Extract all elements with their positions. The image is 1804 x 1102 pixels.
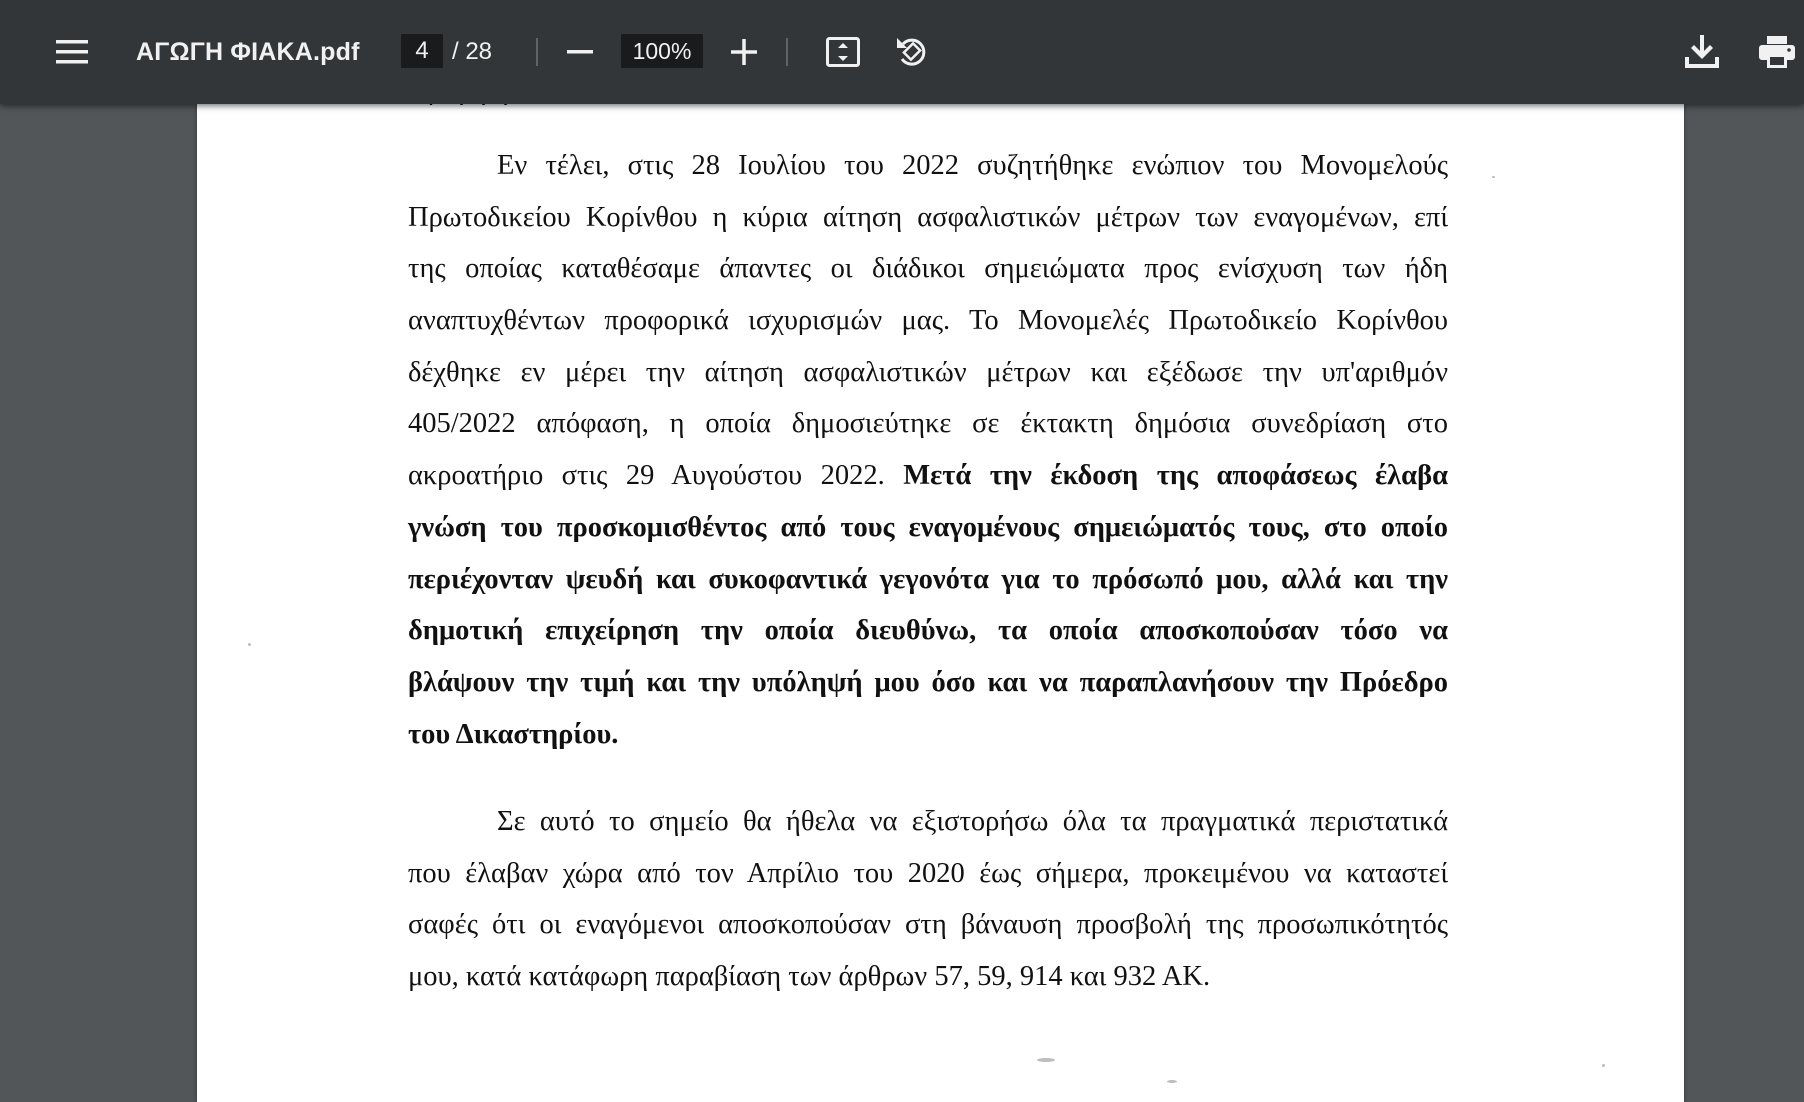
scan-speck <box>1492 176 1495 178</box>
text-line-bold: γνώση του προσκομισθέντος από τους εναγομένους σημειώματός τους, στο οποίο <box>408 511 1448 543</box>
fit-to-page-icon[interactable] <box>815 0 871 104</box>
scan-speck <box>1602 1064 1605 1067</box>
text-line: δέχθηκε εν μέρει την αίτηση ασφαλιστικών μέτρων και εξέδωσε την υπ'αριθμόν <box>408 356 1448 388</box>
text-line: που έλαβαν χώρα από τον Απρίλιο του 2020 έως σήμερα, προκειμένου να καταστεί <box>408 857 1448 889</box>
text-line-bold: δημοτική επιχείρηση την οποία διευθύνω, τα οποία αποσκοπούσαν τόσο να <box>408 615 1448 647</box>
pdf-toolbar <box>0 0 1804 104</box>
hamburger-menu-icon[interactable] <box>44 0 100 104</box>
page-total-label: / 28 <box>452 38 493 65</box>
text-line: 405/2022 απόφαση, η οποία δημοσιεύτηκε σε έκτακτη δημόσια συνεδρίαση στο <box>408 408 1448 440</box>
toolbar-divider <box>786 38 788 66</box>
scan-speck <box>248 643 251 646</box>
scan-speck <box>1037 1058 1055 1062</box>
scan-speck <box>1167 1080 1177 1083</box>
zoom-level-input[interactable]: 100% <box>621 34 703 68</box>
text-line: σαφές ότι οι εναγόμενοι αποσκοπούσαν στη βάναυση προσβολή της προσωπικότητός <box>408 909 1448 941</box>
text-line-mixed <box>408 450 1448 502</box>
toolbar-divider <box>536 38 538 66</box>
text-line-bold: περιέχονταν ψευδή και συκοφαντικά γεγονότα για το πρόσωπό μου, αλλά και την <box>408 563 1448 595</box>
text-normal: ακροατήριο στις 29 Αυγούστου 2022. <box>408 460 904 492</box>
text-line: μου, κατά κατάφωρη παραβίαση των άρθρων 57, 59, 914 και 932 ΑΚ. <box>408 961 1211 993</box>
pdf-page <box>197 90 1684 1102</box>
text-line: Πρωτοδικείου Κορίνθου η κύρια αίτηση ασφαλιστικών μέτρων των εναγομένων, επί <box>408 201 1448 233</box>
text-line: της οποίας καταθέσαμε άπαντες οι διάδικοι σημειώματα προς ενίσχυση των ήδη <box>408 253 1448 285</box>
text-line: αναπτυχθέντων προφορικά ισχυρισμών μας. Το Μονομελές Πρωτοδικείο Κορίνθου <box>408 305 1448 337</box>
text-bold: Μετά την έκδοση της αποφάσεως έλαβα <box>903 460 1448 492</box>
download-icon[interactable] <box>1674 0 1730 104</box>
text-line-bold: βλάψουν την τιμή και την υπόληψή μου όσο και να παραπλανήσουν την Πρόεδρο <box>408 666 1448 698</box>
paragraph-2 <box>408 796 1448 1003</box>
minus-icon[interactable] <box>552 0 608 104</box>
paragraph-1 <box>408 140 1448 760</box>
text-line: Εν τέλει, στις 28 Ιουλίου του 2022 συζητήθηκε ενώπιον του Μονομελούς <box>497 150 1448 181</box>
text-line: Σε αυτό το σημείο θα ήθελα να εξιστορήσω όλα τα πραγματικά περιστατικά <box>497 806 1448 837</box>
print-icon[interactable] <box>1749 0 1804 104</box>
plus-icon[interactable] <box>716 0 772 104</box>
text-line-bold: του Δικαστηρίου. <box>408 718 619 750</box>
page-number-input[interactable]: 4 <box>401 34 443 68</box>
rotate-icon[interactable] <box>883 0 939 104</box>
document-title: ΑΓΩΓΗ ΦΙΑΚΑ.pdf <box>136 37 360 66</box>
